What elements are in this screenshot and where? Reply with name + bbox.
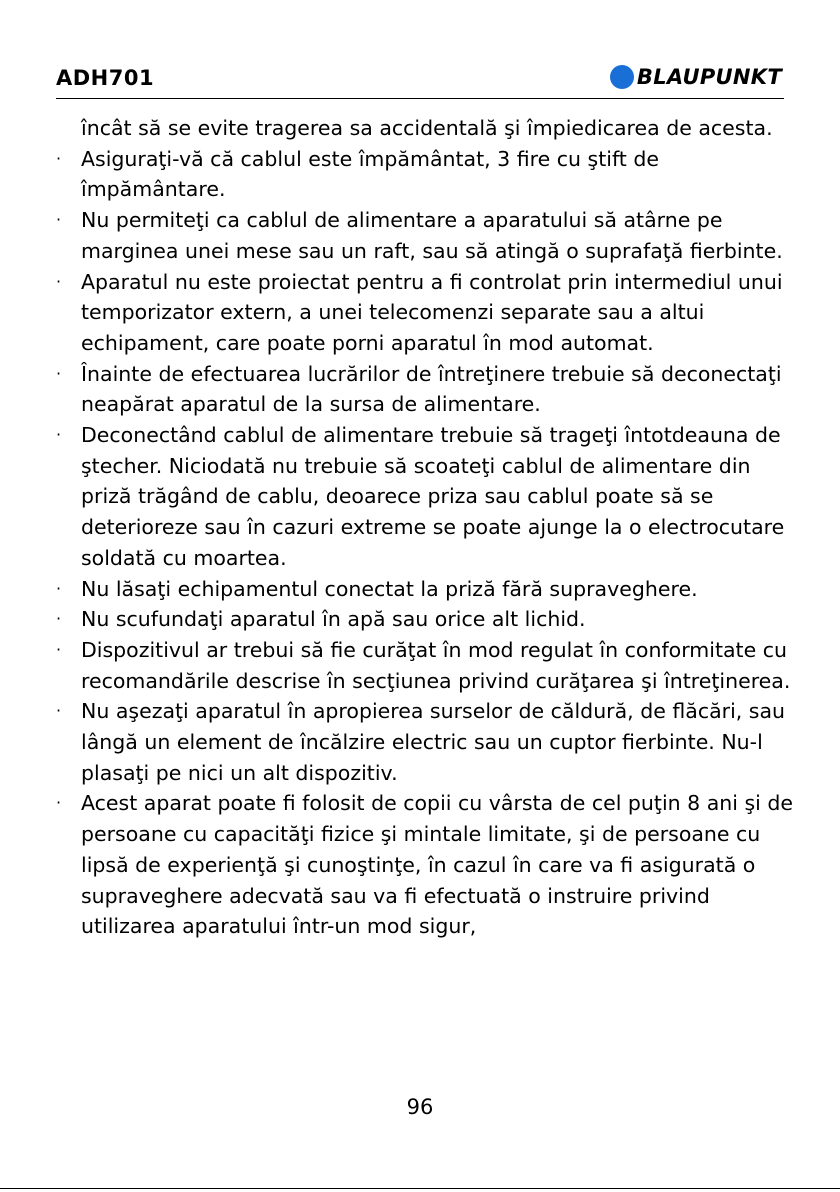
list-item-text: Înainte de efectuarea lucrărilor de întreţinere trebuie să deconectaţi neapărat aparatul de la sursa de alimentare. xyxy=(81,361,782,417)
list-item xyxy=(48,205,798,266)
intro-paragraph: încât să se evite tragerea sa accidentală şi împiedicarea de acesta. xyxy=(81,116,773,140)
list-item xyxy=(48,359,798,420)
bullet-icon: · xyxy=(56,639,62,659)
bullet-icon: · xyxy=(56,148,62,168)
page-number: 96 xyxy=(406,1095,434,1119)
list-item-text: Acest aparat poate fi folosit de copii cu vârsta de cel puţin 8 ani şi de persoane cu capacităţi fizice şi mintale limitate, şi de persoane cu lipsă de experienţă şi cunoştinţe, în cazul în care va fi asigurată o supraveghere adecvată sau va fi efectuată o instruire privind utilizarea aparatului într-un mod sigur, xyxy=(81,791,794,939)
bullet-icon: · xyxy=(56,363,62,383)
list-item xyxy=(48,604,798,635)
model-number: ADH701 xyxy=(56,66,155,90)
list-item xyxy=(48,574,798,605)
list-item xyxy=(48,635,798,696)
page-content xyxy=(48,113,798,942)
list-item-text: Aparatul nu este proiectat pentru a fi controlat prin intermediul unui temporizator extern, a unei telecomenzi separate sau a altui echipament, care poate porni aparatul în mod automat. xyxy=(81,269,783,355)
list-item-text: Dispozitivul ar trebui să fie curăţat în mod regulat în conformitate cu recomandările descrise în secţiunea privind curăţarea şi întreţinerea. xyxy=(81,637,791,693)
page-header xyxy=(56,62,784,99)
list-item-text: Deconectând cablul de alimentare trebuie să trageţi întotdeauna de ştecher. Niciodată nu trebuie să scoateţi cablul de alimentare din priză trăgând de cablu, deoarece priza sau cablul poate să se deterioreze sau în cazuri extreme se poate ajunge la o electrocutare soldată cu moartea. xyxy=(81,423,785,570)
brand-logo xyxy=(610,65,782,89)
bullet-icon: · xyxy=(56,609,62,629)
bullet-icon: · xyxy=(56,271,62,291)
list-item-text: Nu lăsaţi echipamentul conectat la priză fără supraveghere. xyxy=(81,576,698,601)
bottom-divider xyxy=(0,1188,840,1189)
brand-name: BLAUPUNKT xyxy=(636,65,782,89)
list-item xyxy=(48,267,798,359)
bullet-icon: · xyxy=(56,425,62,445)
brand-dot-icon xyxy=(610,65,634,89)
list-item-text: Nu aşezaţi aparatul în apropierea surselor de căldură, de flăcări, sau lângă un element de încălzire electric sau un cuptor fierbinte. Nu-l plasaţi pe nici un alt dispozitiv. xyxy=(81,699,786,785)
bullet-icon: · xyxy=(56,578,62,598)
list-item xyxy=(48,420,798,574)
list-item-text: Nu permiteţi ca cablul de alimentare a aparatului să atârne pe marginea unei mese sau un raft, sau să atingă o suprafaţă fierbinte. xyxy=(81,208,783,263)
bullet-icon: · xyxy=(56,701,62,721)
list-item xyxy=(48,144,798,205)
list-item-text: Asiguraţi-vă că cablul este împământat, 3 fire cu ştift de împământare. xyxy=(81,146,659,202)
safety-instructions-list xyxy=(48,144,798,942)
list-item xyxy=(48,696,798,788)
bullet-icon: · xyxy=(56,793,62,813)
list-item xyxy=(48,788,798,942)
bullet-icon: · xyxy=(56,210,62,230)
list-item-text: Nu scufundaţi aparatul în apă sau orice alt lichid. xyxy=(81,607,586,632)
